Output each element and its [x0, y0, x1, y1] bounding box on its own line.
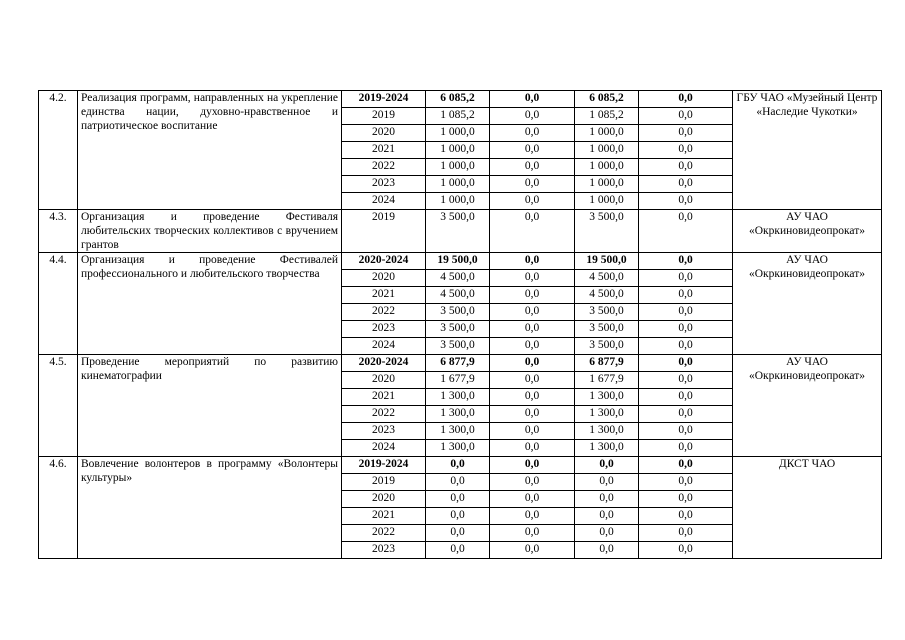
total-funding-cell: 3 500,0	[426, 304, 490, 321]
item-number: 4.3.	[39, 210, 78, 253]
federal-funding-cell: 0,0	[490, 253, 575, 270]
federal-funding-cell: 0,0	[490, 321, 575, 338]
other-funding-cell: 0,0	[639, 125, 733, 142]
total-funding-cell: 0,0	[426, 508, 490, 525]
total-funding-cell: 0,0	[426, 542, 490, 559]
total-funding-cell: 1 300,0	[426, 406, 490, 423]
total-funding-cell: 19 500,0	[426, 253, 490, 270]
regional-funding-cell: 4 500,0	[575, 270, 639, 287]
regional-funding-cell: 0,0	[575, 525, 639, 542]
item-description: Организация и проведение Фестиваля любительских творческих коллективов с вручением грантов	[78, 210, 342, 253]
regional-funding-cell: 0,0	[575, 542, 639, 559]
item-description: Вовлечение волонтеров в программу «Волонтеры культуры»	[78, 457, 342, 559]
period-cell: 2024	[342, 193, 426, 210]
period-cell: 2023	[342, 176, 426, 193]
total-funding-cell: 1 000,0	[426, 176, 490, 193]
federal-funding-cell: 0,0	[490, 270, 575, 287]
budget-table	[38, 90, 882, 559]
other-funding-cell: 0,0	[639, 406, 733, 423]
regional-funding-cell: 1 000,0	[575, 142, 639, 159]
item-description: Реализация программ, направленных на укрепление единства нации, духовно-нравственное и патриотическое воспитание	[78, 91, 342, 210]
other-funding-cell: 0,0	[639, 491, 733, 508]
regional-funding-cell: 1 300,0	[575, 406, 639, 423]
regional-funding-cell: 3 500,0	[575, 210, 639, 253]
regional-funding-cell: 1 000,0	[575, 176, 639, 193]
regional-funding-cell: 19 500,0	[575, 253, 639, 270]
other-funding-cell: 0,0	[639, 304, 733, 321]
other-funding-cell: 0,0	[639, 389, 733, 406]
other-funding-cell: 0,0	[639, 193, 733, 210]
other-funding-cell: 0,0	[639, 474, 733, 491]
federal-funding-cell: 0,0	[490, 491, 575, 508]
other-funding-cell: 0,0	[639, 287, 733, 304]
regional-funding-cell: 0,0	[575, 491, 639, 508]
regional-funding-cell: 3 500,0	[575, 321, 639, 338]
period-cell: 2024	[342, 440, 426, 457]
federal-funding-cell: 0,0	[490, 287, 575, 304]
federal-funding-cell: 0,0	[490, 372, 575, 389]
executor-cell: АУ ЧАО «Окркиновидеопрокат»	[733, 253, 882, 355]
other-funding-cell: 0,0	[639, 508, 733, 525]
item-description: Организация и проведение Фестивалей профессионального и любительского творчества	[78, 253, 342, 355]
period-cell: 2024	[342, 338, 426, 355]
total-funding-cell: 4 500,0	[426, 270, 490, 287]
regional-funding-cell: 1 300,0	[575, 389, 639, 406]
period-cell: 2019	[342, 108, 426, 125]
other-funding-cell: 0,0	[639, 372, 733, 389]
period-cell: 2019-2024	[342, 91, 426, 108]
regional-funding-cell: 1 000,0	[575, 193, 639, 210]
federal-funding-cell: 0,0	[490, 440, 575, 457]
total-funding-cell: 1 000,0	[426, 142, 490, 159]
other-funding-cell: 0,0	[639, 542, 733, 559]
period-cell: 2023	[342, 321, 426, 338]
other-funding-cell: 0,0	[639, 91, 733, 108]
federal-funding-cell: 0,0	[490, 389, 575, 406]
federal-funding-cell: 0,0	[490, 474, 575, 491]
regional-funding-cell: 3 500,0	[575, 338, 639, 355]
federal-funding-cell: 0,0	[490, 406, 575, 423]
federal-funding-cell: 0,0	[490, 193, 575, 210]
total-funding-cell: 1 300,0	[426, 440, 490, 457]
regional-funding-cell: 0,0	[575, 457, 639, 474]
period-cell: 2021	[342, 508, 426, 525]
period-cell: 2022	[342, 159, 426, 176]
federal-funding-cell: 0,0	[490, 304, 575, 321]
period-cell: 2020	[342, 125, 426, 142]
federal-funding-cell: 0,0	[490, 423, 575, 440]
total-funding-cell: 1 000,0	[426, 125, 490, 142]
federal-funding-cell: 0,0	[490, 542, 575, 559]
regional-funding-cell: 0,0	[575, 474, 639, 491]
period-cell: 2019-2024	[342, 457, 426, 474]
regional-funding-cell: 6 085,2	[575, 91, 639, 108]
federal-funding-cell: 0,0	[490, 142, 575, 159]
period-cell: 2020-2024	[342, 355, 426, 372]
table-row	[39, 210, 882, 253]
other-funding-cell: 0,0	[639, 355, 733, 372]
total-funding-cell: 1 677,9	[426, 372, 490, 389]
period-cell: 2023	[342, 423, 426, 440]
other-funding-cell: 0,0	[639, 159, 733, 176]
total-funding-cell: 3 500,0	[426, 210, 490, 253]
item-description: Проведение мероприятий по развитию кинематографии	[78, 355, 342, 457]
total-funding-cell: 1 000,0	[426, 193, 490, 210]
period-cell: 2021	[342, 389, 426, 406]
federal-funding-cell: 0,0	[490, 525, 575, 542]
other-funding-cell: 0,0	[639, 321, 733, 338]
item-number: 4.2.	[39, 91, 78, 210]
period-cell: 2020	[342, 491, 426, 508]
period-cell: 2020	[342, 372, 426, 389]
total-funding-cell: 0,0	[426, 457, 490, 474]
total-funding-cell: 1 300,0	[426, 389, 490, 406]
federal-funding-cell: 0,0	[490, 355, 575, 372]
item-number: 4.4.	[39, 253, 78, 355]
total-funding-cell: 0,0	[426, 525, 490, 542]
period-cell: 2022	[342, 525, 426, 542]
regional-funding-cell: 3 500,0	[575, 304, 639, 321]
executor-cell: ДКСТ ЧАО	[733, 457, 882, 559]
other-funding-cell: 0,0	[639, 253, 733, 270]
federal-funding-cell: 0,0	[490, 176, 575, 193]
regional-funding-cell: 1 677,9	[575, 372, 639, 389]
other-funding-cell: 0,0	[639, 525, 733, 542]
total-funding-cell: 1 085,2	[426, 108, 490, 125]
regional-funding-cell: 4 500,0	[575, 287, 639, 304]
period-cell: 2021	[342, 142, 426, 159]
other-funding-cell: 0,0	[639, 108, 733, 125]
other-funding-cell: 0,0	[639, 142, 733, 159]
total-funding-cell: 1 300,0	[426, 423, 490, 440]
regional-funding-cell: 1 300,0	[575, 440, 639, 457]
period-cell: 2021	[342, 287, 426, 304]
other-funding-cell: 0,0	[639, 210, 733, 253]
executor-cell: АУ ЧАО «Окркиновидеопрокат»	[733, 210, 882, 253]
regional-funding-cell: 1 000,0	[575, 125, 639, 142]
regional-funding-cell: 1 085,2	[575, 108, 639, 125]
total-funding-cell: 1 000,0	[426, 159, 490, 176]
period-cell: 2019	[342, 210, 426, 253]
period-cell: 2023	[342, 542, 426, 559]
table-row	[39, 355, 882, 372]
federal-funding-cell: 0,0	[490, 159, 575, 176]
federal-funding-cell: 0,0	[490, 108, 575, 125]
federal-funding-cell: 0,0	[490, 125, 575, 142]
item-number: 4.5.	[39, 355, 78, 457]
period-cell: 2020-2024	[342, 253, 426, 270]
federal-funding-cell: 0,0	[490, 91, 575, 108]
period-cell: 2022	[342, 304, 426, 321]
other-funding-cell: 0,0	[639, 338, 733, 355]
total-funding-cell: 0,0	[426, 491, 490, 508]
other-funding-cell: 0,0	[639, 176, 733, 193]
federal-funding-cell: 0,0	[490, 457, 575, 474]
table-row	[39, 253, 882, 270]
total-funding-cell: 4 500,0	[426, 287, 490, 304]
regional-funding-cell: 0,0	[575, 508, 639, 525]
period-cell: 2019	[342, 474, 426, 491]
regional-funding-cell: 1 300,0	[575, 423, 639, 440]
table-row	[39, 91, 882, 108]
executor-cell: АУ ЧАО «Окркиновидеопрокат»	[733, 355, 882, 457]
period-cell: 2022	[342, 406, 426, 423]
table-row	[39, 457, 882, 474]
total-funding-cell: 3 500,0	[426, 321, 490, 338]
other-funding-cell: 0,0	[639, 457, 733, 474]
other-funding-cell: 0,0	[639, 423, 733, 440]
executor-cell: ГБУ ЧАО «Музейный Центр «Наследие Чукотки»	[733, 91, 882, 210]
other-funding-cell: 0,0	[639, 440, 733, 457]
period-cell: 2020	[342, 270, 426, 287]
total-funding-cell: 6 085,2	[426, 91, 490, 108]
federal-funding-cell: 0,0	[490, 210, 575, 253]
other-funding-cell: 0,0	[639, 270, 733, 287]
regional-funding-cell: 6 877,9	[575, 355, 639, 372]
federal-funding-cell: 0,0	[490, 508, 575, 525]
regional-funding-cell: 1 000,0	[575, 159, 639, 176]
federal-funding-cell: 0,0	[490, 338, 575, 355]
total-funding-cell: 6 877,9	[426, 355, 490, 372]
total-funding-cell: 0,0	[426, 474, 490, 491]
total-funding-cell: 3 500,0	[426, 338, 490, 355]
item-number: 4.6.	[39, 457, 78, 559]
